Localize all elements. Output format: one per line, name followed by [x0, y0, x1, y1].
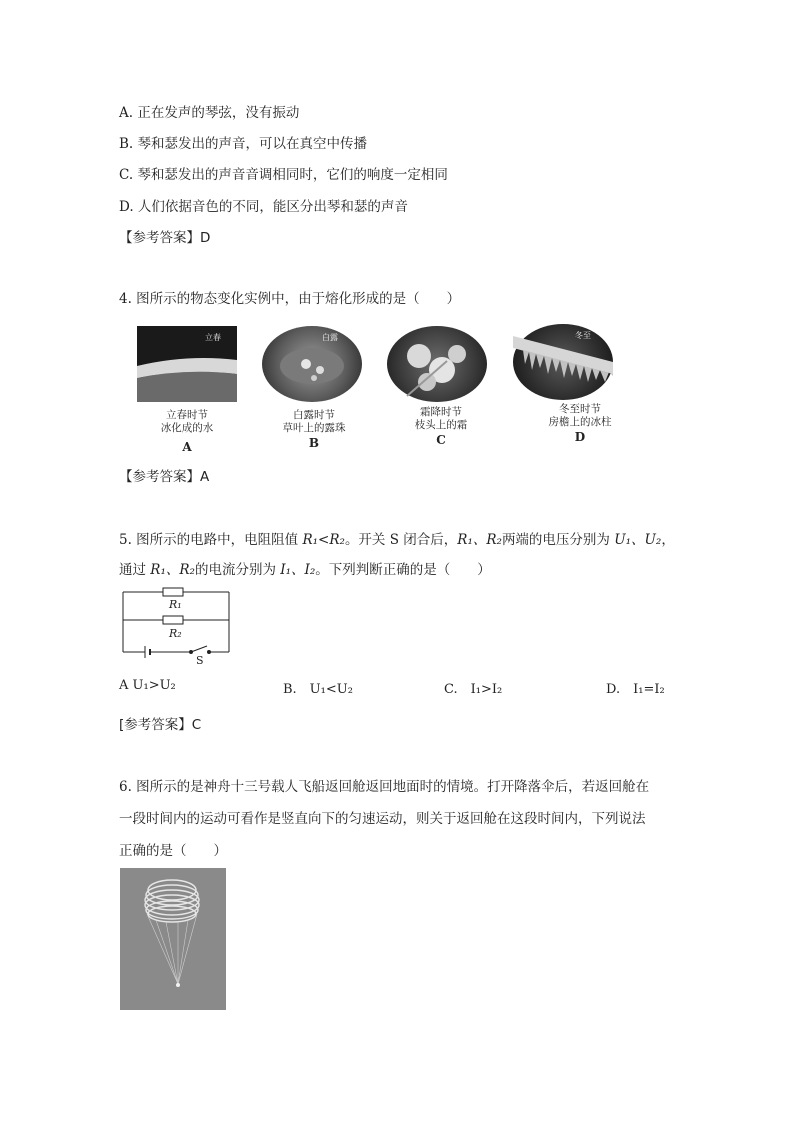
- q3-option-d: D. 人们依据音色的不同，能区分出琴和瑟的声音: [119, 199, 408, 215]
- q4-caption-b: [259, 409, 369, 435]
- q4-letter-b: B: [308, 436, 320, 450]
- q3-option-b: B. 琴和瑟发出的声音，可以在真空中传播: [119, 136, 368, 152]
- q5-stem1-a: 5. 图所示的电路中，电阻阻值: [119, 532, 303, 548]
- q5-stem2-e: 。下列判断正确的是（ ）: [315, 562, 491, 578]
- q5-stem2-a: 通过: [119, 562, 151, 578]
- q4-caption-c: [386, 406, 496, 432]
- q3-option-a: A. 正在发声的琴弦，没有振动: [119, 105, 300, 121]
- q4-caption-b-line1: 白露时节: [293, 409, 335, 421]
- q5-label-r2: R₂: [169, 627, 182, 640]
- q4-image-b: [262, 326, 362, 402]
- q4-caption-c-line2: 枝头上的霜: [414, 419, 468, 431]
- q5-choice-d: D. I₁=I₂: [606, 682, 665, 697]
- q4-image-d: [513, 324, 613, 400]
- q4-caption-d-line1: 冬至时节: [559, 403, 601, 415]
- q4-letter-d: D: [574, 430, 586, 444]
- q4-caption-a-line1: 立春时节: [166, 409, 208, 421]
- q3-option-c: C. 琴和瑟发出的声音音调相同时，它们的响度一定相同: [119, 167, 448, 183]
- q5-stem2-b: R₁、R₂: [150, 562, 195, 578]
- q3-answer: 【参考答案】D: [119, 230, 211, 246]
- q4-caption-b-line2: 草叶上的露珠: [282, 422, 346, 434]
- q4-caption-a: [132, 409, 242, 435]
- q4-b-inner-text: 白露: [322, 333, 338, 342]
- q4-caption-c-line1: 霜降时节: [420, 406, 462, 418]
- q6-stem-line1: 6. 图所示的是神舟十三号载人飞船返回舱返回地面时的情境。打开降落伞后，若返回舱在: [119, 779, 650, 795]
- q4-caption-d-line2: 房檐上的冰柱: [548, 416, 612, 428]
- q4-stem: 4. 图所示的物态变化实例中，由于熔化形成的是（ ）: [119, 291, 461, 307]
- q5-stem1-c: 。开关 S 闭合后，: [344, 532, 458, 548]
- q6-parachute-photo: [120, 868, 226, 1010]
- q4-a-inner-text: 立春: [205, 333, 221, 342]
- q5-stem-line2: [119, 561, 491, 579]
- q4-caption-a-line2: 冰化成的水: [160, 422, 214, 434]
- q4-image-c: [387, 326, 487, 402]
- q5-stem2-c: 的电流分别为: [194, 562, 281, 578]
- q5-stem1-e: 两端的电压分别为: [501, 532, 615, 548]
- q5-stem1-g: ，: [661, 532, 675, 548]
- q5-stem-line1: [119, 531, 675, 549]
- q4-caption-d: [525, 403, 635, 429]
- q5-stem1-b: R₁<R₂: [302, 532, 345, 548]
- q5-choice-a: A U₁>U₂: [119, 678, 176, 693]
- q4-letter-c: C: [436, 433, 446, 447]
- q4-image-a: [137, 326, 237, 402]
- q5-circuit-diagram: [119, 584, 235, 667]
- q5-choice-c: C. I₁>I₂: [444, 682, 503, 697]
- q4-d-inner-text: 冬至: [575, 331, 591, 340]
- q5-stem2-d: I₁、I₂: [280, 562, 316, 578]
- q5-label-s: S: [196, 654, 204, 667]
- q5-answer: [参考答案】C: [119, 717, 202, 733]
- q4-answer: 【参考答案】A: [119, 469, 210, 485]
- q6-stem-line3: 正确的是（ ）: [119, 843, 227, 859]
- q4-letter-a: A: [182, 440, 192, 454]
- q6-stem-line2: 一段时间内的运动可看作是竖直向下的匀速运动，则关于返回舱在这段时间内，下列说法: [119, 811, 646, 827]
- q5-choice-b: B. U₁<U₂: [283, 682, 353, 697]
- q5-stem1-f: U₁、U₂: [614, 532, 662, 548]
- q5-stem1-d: R₁、R₂: [457, 532, 502, 548]
- q5-label-r1: R₁: [169, 598, 182, 611]
